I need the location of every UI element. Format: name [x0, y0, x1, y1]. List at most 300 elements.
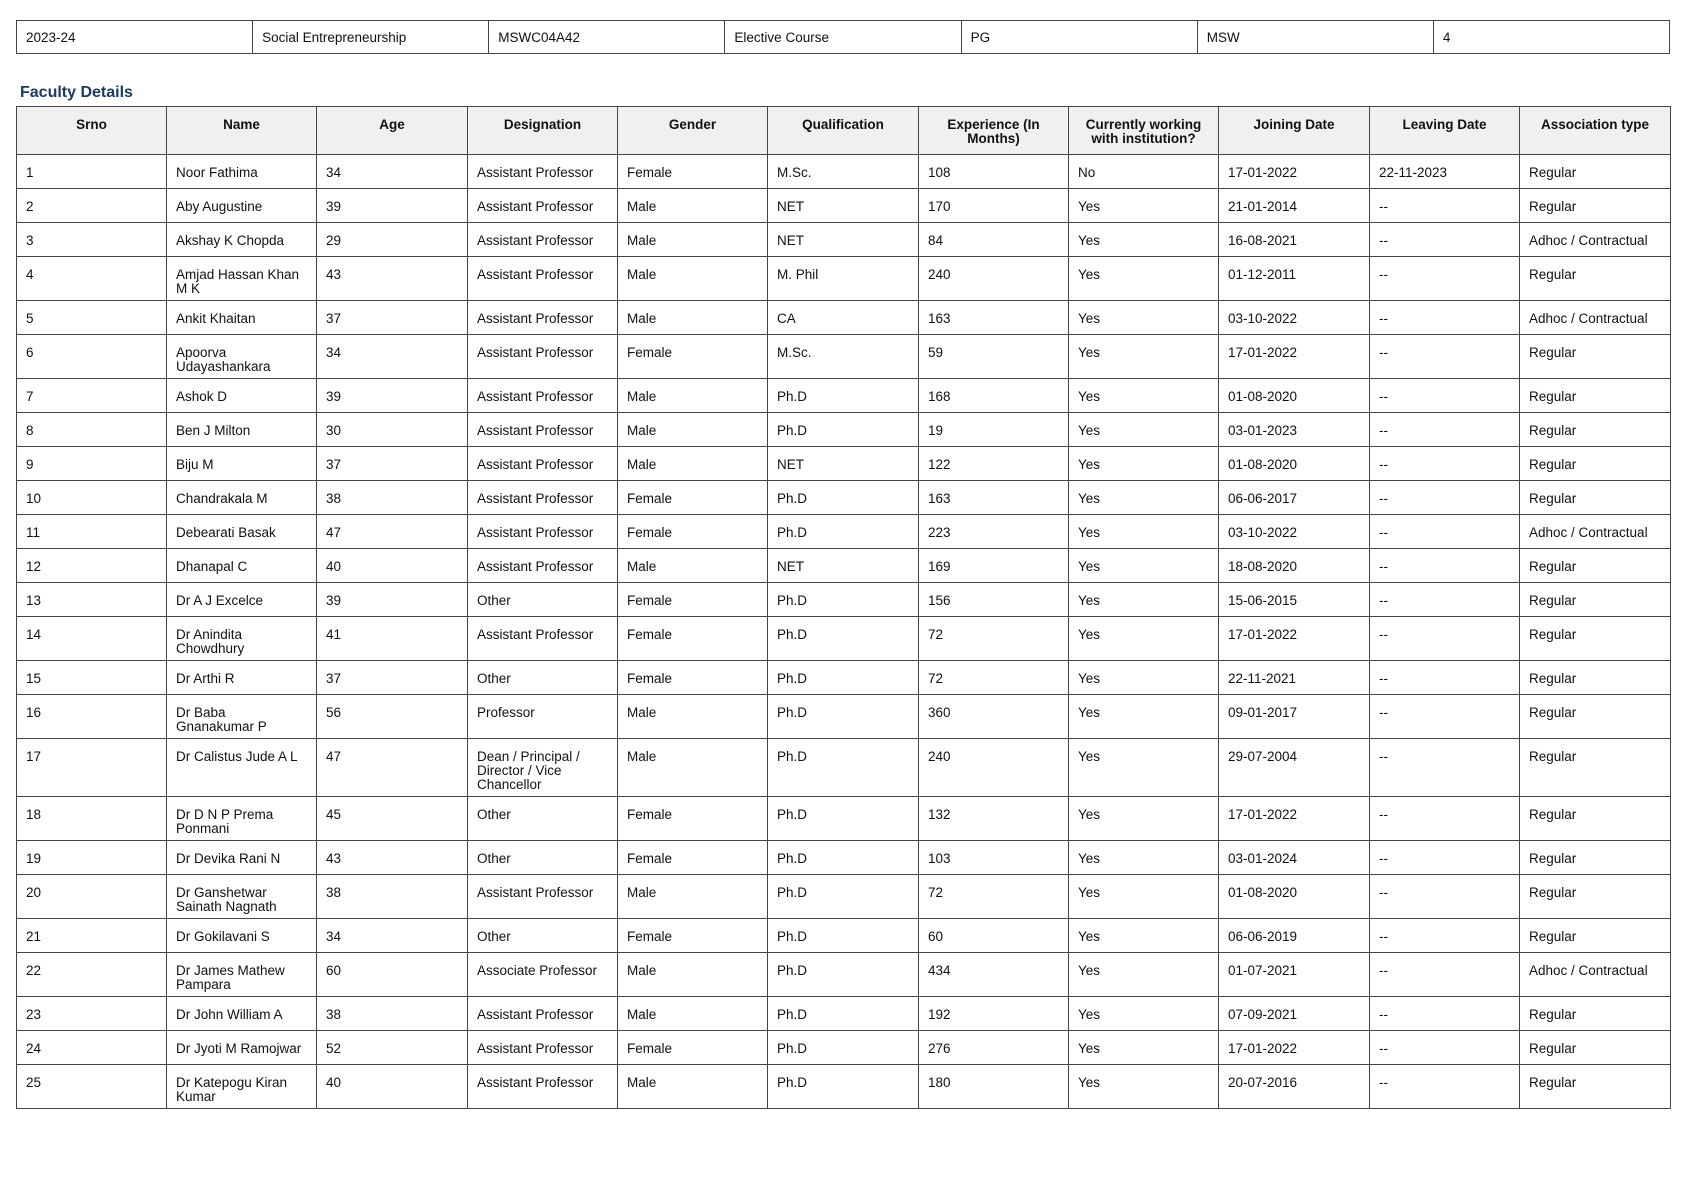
course-name-cell: Social Entrepreneurship	[253, 21, 489, 54]
joining-date-cell: 03-10-2022	[1219, 515, 1370, 549]
qualification-cell: Ph.D	[768, 841, 919, 875]
currently-working-cell: Yes	[1069, 661, 1219, 695]
qualification-cell: Ph.D	[768, 481, 919, 515]
gender-cell: Male	[618, 189, 768, 223]
association-type-cell: Regular	[1520, 661, 1671, 695]
col-header-qualification: Qualification	[768, 107, 919, 155]
experience-cell: 170	[919, 189, 1069, 223]
course-type-cell: Elective Course	[725, 21, 961, 54]
age-cell: 56	[317, 695, 468, 739]
age-cell: 30	[317, 413, 468, 447]
age-cell: 39	[317, 583, 468, 617]
currently-working-cell: Yes	[1069, 1031, 1219, 1065]
name-cell: Apoorva Udayashankara	[167, 335, 317, 379]
leaving-date-cell: --	[1370, 301, 1520, 335]
table-row	[17, 661, 1671, 695]
experience-cell: 163	[919, 481, 1069, 515]
age-cell: 45	[317, 797, 468, 841]
qualification-cell: Ph.D	[768, 797, 919, 841]
currently-working-cell: Yes	[1069, 997, 1219, 1031]
table-row	[17, 617, 1671, 661]
experience-cell: 72	[919, 875, 1069, 919]
name-cell: Dr James Mathew Pampara	[167, 953, 317, 997]
leaving-date-cell: --	[1370, 481, 1520, 515]
srno-cell: 25	[17, 1065, 167, 1109]
table-row	[17, 583, 1671, 617]
association-type-cell: Regular	[1520, 189, 1671, 223]
joining-date-cell: 22-11-2021	[1219, 661, 1370, 695]
currently-working-cell: Yes	[1069, 875, 1219, 919]
srno-cell: 16	[17, 695, 167, 739]
designation-cell: Assistant Professor	[468, 301, 618, 335]
course-level-cell: PG	[961, 21, 1197, 54]
experience-cell: 156	[919, 583, 1069, 617]
age-cell: 34	[317, 335, 468, 379]
qualification-cell: Ph.D	[768, 695, 919, 739]
gender-cell: Male	[618, 379, 768, 413]
experience-cell: 360	[919, 695, 1069, 739]
name-cell: Ben J Milton	[167, 413, 317, 447]
joining-date-cell: 03-01-2023	[1219, 413, 1370, 447]
experience-cell: 108	[919, 155, 1069, 189]
currently-working-cell: Yes	[1069, 797, 1219, 841]
age-cell: 52	[317, 1031, 468, 1065]
designation-cell: Assistant Professor	[468, 997, 618, 1031]
currently-working-cell: No	[1069, 155, 1219, 189]
col-header-age: Age	[317, 107, 468, 155]
name-cell: Akshay K Chopda	[167, 223, 317, 257]
name-cell: Dr Baba Gnanakumar P	[167, 695, 317, 739]
leaving-date-cell: --	[1370, 617, 1520, 661]
currently-working-cell: Yes	[1069, 617, 1219, 661]
age-cell: 47	[317, 515, 468, 549]
age-cell: 43	[317, 841, 468, 875]
association-type-cell: Adhoc / Contractual	[1520, 301, 1671, 335]
leaving-date-cell: --	[1370, 223, 1520, 257]
leaving-date-cell: --	[1370, 1031, 1520, 1065]
experience-cell: 72	[919, 617, 1069, 661]
designation-cell: Assistant Professor	[468, 481, 618, 515]
experience-cell: 122	[919, 447, 1069, 481]
qualification-cell: NET	[768, 549, 919, 583]
srno-cell: 8	[17, 413, 167, 447]
experience-cell: 163	[919, 301, 1069, 335]
table-row	[17, 695, 1671, 739]
age-cell: 43	[317, 257, 468, 301]
gender-cell: Female	[618, 155, 768, 189]
srno-cell: 12	[17, 549, 167, 583]
gender-cell: Male	[618, 739, 768, 797]
qualification-cell: Ph.D	[768, 875, 919, 919]
table-row	[17, 481, 1671, 515]
gender-cell: Female	[618, 797, 768, 841]
leaving-date-cell: --	[1370, 549, 1520, 583]
course-info-row	[17, 21, 1670, 54]
name-cell: Noor Fathima	[167, 155, 317, 189]
leaving-date-cell: --	[1370, 335, 1520, 379]
joining-date-cell: 01-08-2020	[1219, 447, 1370, 481]
currently-working-cell: Yes	[1069, 379, 1219, 413]
qualification-cell: Ph.D	[768, 953, 919, 997]
designation-cell: Assistant Professor	[468, 413, 618, 447]
designation-cell: Other	[468, 583, 618, 617]
designation-cell: Assistant Professor	[468, 379, 618, 413]
srno-cell: 11	[17, 515, 167, 549]
association-type-cell: Regular	[1520, 257, 1671, 301]
association-type-cell: Regular	[1520, 919, 1671, 953]
joining-date-cell: 18-08-2020	[1219, 549, 1370, 583]
course-year-cell: 2023-24	[17, 21, 253, 54]
name-cell: Dr Jyoti M Ramojwar	[167, 1031, 317, 1065]
table-row	[17, 841, 1671, 875]
leaving-date-cell: --	[1370, 379, 1520, 413]
experience-cell: 19	[919, 413, 1069, 447]
qualification-cell: Ph.D	[768, 379, 919, 413]
name-cell: Dr Arthi R	[167, 661, 317, 695]
currently-working-cell: Yes	[1069, 549, 1219, 583]
name-cell: Dr Ganshetwar Sainath Nagnath	[167, 875, 317, 919]
joining-date-cell: 20-07-2016	[1219, 1065, 1370, 1109]
gender-cell: Male	[618, 875, 768, 919]
experience-cell: 72	[919, 661, 1069, 695]
srno-cell: 6	[17, 335, 167, 379]
table-row	[17, 379, 1671, 413]
age-cell: 37	[317, 661, 468, 695]
age-cell: 38	[317, 875, 468, 919]
association-type-cell: Regular	[1520, 875, 1671, 919]
joining-date-cell: 01-12-2011	[1219, 257, 1370, 301]
designation-cell: Assistant Professor	[468, 447, 618, 481]
table-row	[17, 189, 1671, 223]
age-cell: 29	[317, 223, 468, 257]
age-cell: 34	[317, 919, 468, 953]
table-row	[17, 413, 1671, 447]
srno-cell: 22	[17, 953, 167, 997]
joining-date-cell: 03-10-2022	[1219, 301, 1370, 335]
qualification-cell: Ph.D	[768, 515, 919, 549]
srno-cell: 2	[17, 189, 167, 223]
srno-cell: 24	[17, 1031, 167, 1065]
name-cell: Amjad Hassan Khan M K	[167, 257, 317, 301]
qualification-cell: Ph.D	[768, 1065, 919, 1109]
faculty-table-body	[17, 155, 1671, 1109]
experience-cell: 169	[919, 549, 1069, 583]
currently-working-cell: Yes	[1069, 953, 1219, 997]
gender-cell: Female	[618, 583, 768, 617]
association-type-cell: Regular	[1520, 797, 1671, 841]
experience-cell: 192	[919, 997, 1069, 1031]
joining-date-cell: 03-01-2024	[1219, 841, 1370, 875]
designation-cell: Assistant Professor	[468, 549, 618, 583]
leaving-date-cell: --	[1370, 695, 1520, 739]
srno-cell: 5	[17, 301, 167, 335]
srno-cell: 18	[17, 797, 167, 841]
course-program-cell: MSW	[1197, 21, 1433, 54]
currently-working-cell: Yes	[1069, 841, 1219, 875]
experience-cell: 84	[919, 223, 1069, 257]
faculty-details-heading: Faculty Details	[20, 84, 133, 101]
faculty-header-row	[17, 107, 1671, 155]
designation-cell: Assistant Professor	[468, 223, 618, 257]
name-cell: Chandrakala M	[167, 481, 317, 515]
joining-date-cell: 09-01-2017	[1219, 695, 1370, 739]
association-type-cell: Adhoc / Contractual	[1520, 515, 1671, 549]
table-row	[17, 953, 1671, 997]
designation-cell: Other	[468, 919, 618, 953]
qualification-cell: CA	[768, 301, 919, 335]
srno-cell: 3	[17, 223, 167, 257]
course-info-table	[16, 20, 1670, 54]
col-header-name: Name	[167, 107, 317, 155]
course-code-cell: MSWC04A42	[489, 21, 725, 54]
name-cell: Dr Anindita Chowdhury	[167, 617, 317, 661]
designation-cell: Assistant Professor	[468, 189, 618, 223]
name-cell: Dhanapal C	[167, 549, 317, 583]
table-row	[17, 549, 1671, 583]
gender-cell: Male	[618, 447, 768, 481]
gender-cell: Female	[618, 515, 768, 549]
joining-date-cell: 17-01-2022	[1219, 1031, 1370, 1065]
age-cell: 40	[317, 1065, 468, 1109]
experience-cell: 168	[919, 379, 1069, 413]
gender-cell: Male	[618, 301, 768, 335]
age-cell: 37	[317, 301, 468, 335]
association-type-cell: Regular	[1520, 413, 1671, 447]
gender-cell: Male	[618, 223, 768, 257]
leaving-date-cell: --	[1370, 583, 1520, 617]
name-cell: Dr Katepogu Kiran Kumar	[167, 1065, 317, 1109]
leaving-date-cell: --	[1370, 739, 1520, 797]
name-cell: Ashok D	[167, 379, 317, 413]
age-cell: 39	[317, 189, 468, 223]
joining-date-cell: 17-01-2022	[1219, 155, 1370, 189]
col-header-designation: Designation	[468, 107, 618, 155]
table-row	[17, 257, 1671, 301]
qualification-cell: NET	[768, 447, 919, 481]
gender-cell: Male	[618, 413, 768, 447]
name-cell: Dr Gokilavani S	[167, 919, 317, 953]
leaving-date-cell: --	[1370, 189, 1520, 223]
gender-cell: Female	[618, 919, 768, 953]
currently-working-cell: Yes	[1069, 413, 1219, 447]
age-cell: 38	[317, 997, 468, 1031]
gender-cell: Male	[618, 549, 768, 583]
currently-working-cell: Yes	[1069, 1065, 1219, 1109]
gender-cell: Female	[618, 1031, 768, 1065]
joining-date-cell: 06-06-2019	[1219, 919, 1370, 953]
name-cell: Aby Augustine	[167, 189, 317, 223]
gender-cell: Male	[618, 695, 768, 739]
srno-cell: 9	[17, 447, 167, 481]
designation-cell: Professor	[468, 695, 618, 739]
gender-cell: Female	[618, 661, 768, 695]
designation-cell: Other	[468, 661, 618, 695]
experience-cell: 240	[919, 739, 1069, 797]
col-header-joining-date: Joining Date	[1219, 107, 1370, 155]
leaving-date-cell: --	[1370, 797, 1520, 841]
srno-cell: 7	[17, 379, 167, 413]
currently-working-cell: Yes	[1069, 447, 1219, 481]
joining-date-cell: 17-01-2022	[1219, 335, 1370, 379]
table-row	[17, 223, 1671, 257]
gender-cell: Male	[618, 1065, 768, 1109]
table-row	[17, 301, 1671, 335]
association-type-cell: Regular	[1520, 155, 1671, 189]
designation-cell: Assistant Professor	[468, 875, 618, 919]
designation-cell: Assistant Professor	[468, 515, 618, 549]
joining-date-cell: 06-06-2017	[1219, 481, 1370, 515]
qualification-cell: Ph.D	[768, 997, 919, 1031]
designation-cell: Assistant Professor	[468, 257, 618, 301]
qualification-cell: Ph.D	[768, 617, 919, 661]
name-cell: Ankit Khaitan	[167, 301, 317, 335]
leaving-date-cell: --	[1370, 919, 1520, 953]
association-type-cell: Regular	[1520, 549, 1671, 583]
currently-working-cell: Yes	[1069, 335, 1219, 379]
currently-working-cell: Yes	[1069, 189, 1219, 223]
table-row	[17, 1031, 1671, 1065]
srno-cell: 10	[17, 481, 167, 515]
srno-cell: 19	[17, 841, 167, 875]
qualification-cell: Ph.D	[768, 739, 919, 797]
designation-cell: Assistant Professor	[468, 1031, 618, 1065]
currently-working-cell: Yes	[1069, 481, 1219, 515]
leaving-date-cell: --	[1370, 661, 1520, 695]
designation-cell: Other	[468, 797, 618, 841]
name-cell: Dr D N P Prema Ponmani	[167, 797, 317, 841]
table-row	[17, 875, 1671, 919]
association-type-cell: Regular	[1520, 335, 1671, 379]
age-cell: 60	[317, 953, 468, 997]
gender-cell: Female	[618, 617, 768, 661]
association-type-cell: Adhoc / Contractual	[1520, 953, 1671, 997]
qualification-cell: Ph.D	[768, 661, 919, 695]
joining-date-cell: 21-01-2014	[1219, 189, 1370, 223]
joining-date-cell: 16-08-2021	[1219, 223, 1370, 257]
col-header-srno: Srno	[17, 107, 167, 155]
age-cell: 40	[317, 549, 468, 583]
experience-cell: 434	[919, 953, 1069, 997]
srno-cell: 17	[17, 739, 167, 797]
name-cell: Dr John William A	[167, 997, 317, 1031]
association-type-cell: Adhoc / Contractual	[1520, 223, 1671, 257]
leaving-date-cell: --	[1370, 257, 1520, 301]
srno-cell: 14	[17, 617, 167, 661]
table-row	[17, 515, 1671, 549]
leaving-date-cell: --	[1370, 413, 1520, 447]
qualification-cell: M. Phil	[768, 257, 919, 301]
experience-cell: 59	[919, 335, 1069, 379]
leaving-date-cell: --	[1370, 997, 1520, 1031]
currently-working-cell: Yes	[1069, 583, 1219, 617]
course-credits-cell: 4	[1433, 21, 1669, 54]
name-cell: Biju M	[167, 447, 317, 481]
srno-cell: 13	[17, 583, 167, 617]
gender-cell: Female	[618, 335, 768, 379]
srno-cell: 4	[17, 257, 167, 301]
srno-cell: 1	[17, 155, 167, 189]
joining-date-cell: 17-01-2022	[1219, 797, 1370, 841]
association-type-cell: Regular	[1520, 739, 1671, 797]
currently-working-cell: Yes	[1069, 919, 1219, 953]
col-header-leaving-date: Leaving Date	[1370, 107, 1520, 155]
designation-cell: Assistant Professor	[468, 155, 618, 189]
designation-cell: Assistant Professor	[468, 1065, 618, 1109]
association-type-cell: Regular	[1520, 997, 1671, 1031]
association-type-cell: Regular	[1520, 617, 1671, 661]
age-cell: 47	[317, 739, 468, 797]
joining-date-cell: 29-07-2004	[1219, 739, 1370, 797]
currently-working-cell: Yes	[1069, 223, 1219, 257]
qualification-cell: NET	[768, 223, 919, 257]
table-row	[17, 919, 1671, 953]
col-header-association-type: Association type	[1520, 107, 1671, 155]
currently-working-cell: Yes	[1069, 515, 1219, 549]
qualification-cell: Ph.D	[768, 919, 919, 953]
table-row	[17, 335, 1671, 379]
age-cell: 41	[317, 617, 468, 661]
gender-cell: Male	[618, 953, 768, 997]
designation-cell: Other	[468, 841, 618, 875]
age-cell: 39	[317, 379, 468, 413]
association-type-cell: Regular	[1520, 583, 1671, 617]
association-type-cell: Regular	[1520, 379, 1671, 413]
joining-date-cell: 01-08-2020	[1219, 875, 1370, 919]
leaving-date-cell: --	[1370, 515, 1520, 549]
designation-cell: Associate Professor	[468, 953, 618, 997]
leaving-date-cell: --	[1370, 953, 1520, 997]
col-header-experience: Experience (In Months)	[919, 107, 1069, 155]
currently-working-cell: Yes	[1069, 739, 1219, 797]
experience-cell: 60	[919, 919, 1069, 953]
faculty-table	[16, 106, 1671, 1109]
gender-cell: Male	[618, 997, 768, 1031]
table-row	[17, 1065, 1671, 1109]
association-type-cell: Regular	[1520, 447, 1671, 481]
association-type-cell: Regular	[1520, 1031, 1671, 1065]
designation-cell: Assistant Professor	[468, 335, 618, 379]
name-cell: Debearati Basak	[167, 515, 317, 549]
table-row	[17, 797, 1671, 841]
qualification-cell: Ph.D	[768, 583, 919, 617]
experience-cell: 103	[919, 841, 1069, 875]
name-cell: Dr Devika Rani N	[167, 841, 317, 875]
joining-date-cell: 07-09-2021	[1219, 997, 1370, 1031]
qualification-cell: Ph.D	[768, 1031, 919, 1065]
srno-cell: 23	[17, 997, 167, 1031]
qualification-cell: Ph.D	[768, 413, 919, 447]
experience-cell: 276	[919, 1031, 1069, 1065]
leaving-date-cell: --	[1370, 841, 1520, 875]
joining-date-cell: 15-06-2015	[1219, 583, 1370, 617]
joining-date-cell: 01-07-2021	[1219, 953, 1370, 997]
joining-date-cell: 17-01-2022	[1219, 617, 1370, 661]
table-row	[17, 447, 1671, 481]
leaving-date-cell: 22-11-2023	[1370, 155, 1520, 189]
name-cell: Dr A J Excelce	[167, 583, 317, 617]
currently-working-cell: Yes	[1069, 695, 1219, 739]
experience-cell: 132	[919, 797, 1069, 841]
experience-cell: 223	[919, 515, 1069, 549]
srno-cell: 21	[17, 919, 167, 953]
name-cell: Dr Calistus Jude A L	[167, 739, 317, 797]
age-cell: 37	[317, 447, 468, 481]
association-type-cell: Regular	[1520, 841, 1671, 875]
col-header-gender: Gender	[618, 107, 768, 155]
qualification-cell: M.Sc.	[768, 155, 919, 189]
gender-cell: Female	[618, 481, 768, 515]
association-type-cell: Regular	[1520, 481, 1671, 515]
